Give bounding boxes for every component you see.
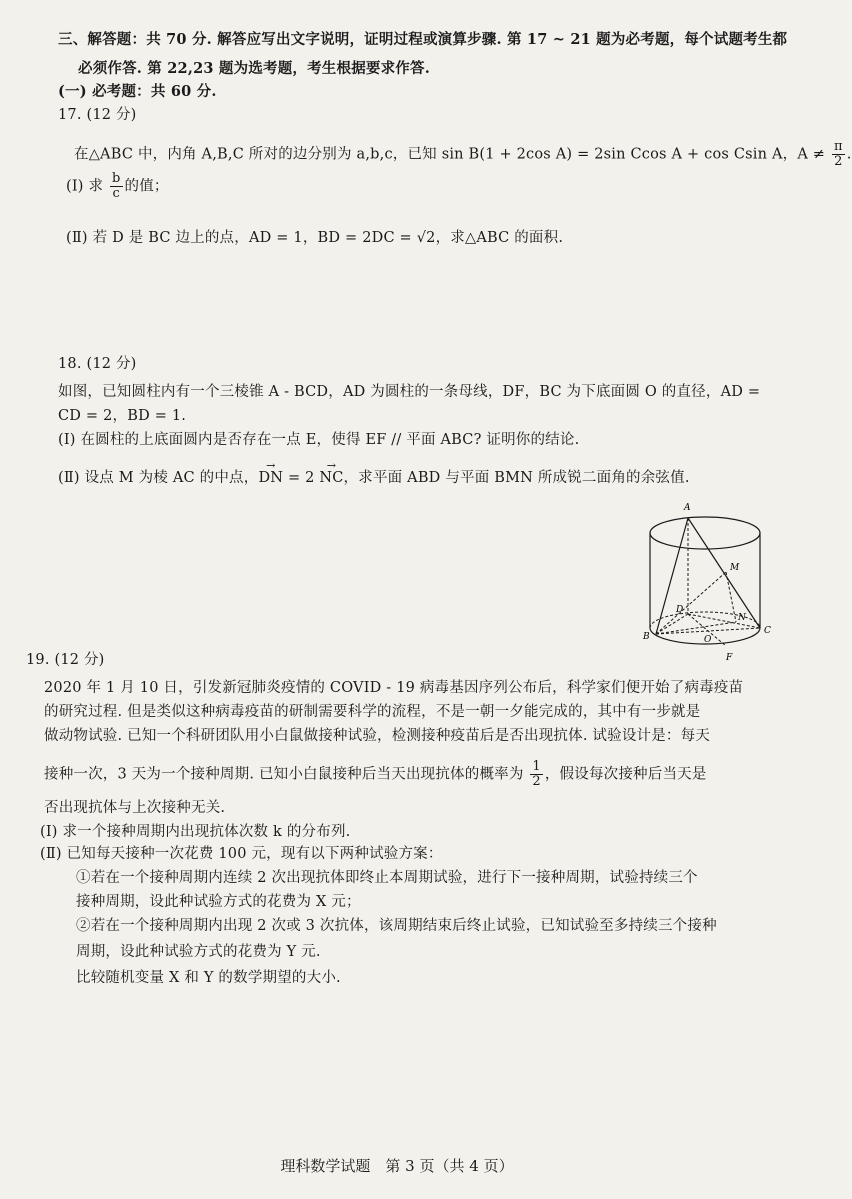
q18-label: 18. (12 分) [58, 356, 137, 372]
vector-nc: → NC [319, 470, 343, 486]
q19-compare: 比较随机变量 X 和 Y 的数学期望的大小. [76, 970, 341, 986]
label-f: F [726, 653, 733, 663]
q18-part2-rest: ，求平面 ABD 与平面 BMN 所成锐二面角的余弦值. [343, 470, 690, 486]
q18-stem-line1: 如图，已知圆柱内有一个三棱锥 A - BCD，AD 为圆柱的一条母线，DF，BC 为下底面圆 O 的直径，AD = [58, 384, 761, 400]
fraction-numerator: 1 [532, 759, 541, 774]
q19-line4-end: ，假设每次接种后当天是 [544, 766, 707, 783]
q17-stem-text: 在△ABC 中，内角 A,B,C 所对的边分别为 a,b,c，已知 sin B(1 + 2cos A) = 2sin Ccos A + cos Csin A，A ≠ [74, 146, 826, 163]
q19-plan2-line2: 周期，设此种试验方式的花费为 Y 元. [76, 944, 321, 960]
vector-dn: → DN [258, 470, 283, 486]
label-o: O [704, 635, 712, 645]
q19-para-line3: 做动物试验. 已知一个科研团队用小白鼠做接种试验，检测接种疫苗后是否出现抗体. 试验设计是：每天 [44, 728, 711, 744]
q17-stem [74, 140, 852, 169]
q18-part2 [58, 466, 690, 487]
label-b: B [643, 632, 650, 642]
cylinder-figure [640, 496, 780, 668]
label-d: D [676, 605, 684, 615]
q19-label: 19. (12 分) [26, 652, 105, 668]
q17-stem-fraction [832, 140, 845, 169]
q19-plan2-line1: ②若在一个接种周期内出现 2 次或 3 次抗体，该周期结束后终止试验，已知试验至多持续三个接种 [76, 918, 717, 934]
q18-part2-text: (Ⅱ) 设点 M 为棱 AC 的中点， [58, 470, 259, 486]
label-c: C [764, 626, 771, 636]
probability-fraction [530, 760, 542, 789]
page-footer: 理科数学试题 第 3 页（共 4 页） [280, 1157, 514, 1175]
q17-part2: (Ⅱ) 若 D 是 BC 边上的点，AD = 1，BD = 2DC = √2，求△ABC 的面积. [66, 230, 564, 246]
q19-part2: (Ⅱ) 已知每天接种一次花费 100 元，现有以下两种试验方案： [40, 846, 443, 862]
q19-para-line5: 否出现抗体与上次接种无关. [44, 800, 226, 816]
fraction-numerator: b [111, 171, 121, 186]
q19-part1: (Ⅰ) 求一个接种周期内出现抗体次数 k 的分布列. [40, 824, 351, 840]
section-heading: 三、解答题：共 70 分. 解答应写出文字说明，证明过程或演算步骤. 第 17 ~ 21 题为必考题，每个试题考生都 [58, 31, 788, 48]
q17-part1-text: (Ⅰ) 求 [66, 178, 104, 195]
fraction-numerator: π [833, 139, 843, 154]
q18-stem-line2: CD = 2，BD = 1. [58, 408, 187, 424]
sub-heading: (一) 必考题：共 60 分. [58, 83, 217, 100]
q19-para-line1: 2020 年 1 月 10 日，引发新冠肺炎疫情的 COVID - 19 病毒基因序列公布后，科学家们便开始了病毒疫苗 [44, 680, 744, 696]
label-a: A [684, 503, 691, 513]
q19-para-line2: 的研究过程. 但是类似这种病毒疫苗的研制需要科学的流程，不是一朝一夕能完成的，其中有一步就是 [44, 704, 701, 720]
q19-plan1-line2: 接种周期，设此种试验方式的花费为 X 元； [76, 894, 361, 910]
q17-part1-end: 的值； [124, 178, 169, 195]
fraction-denominator: c [112, 186, 120, 201]
label-m: M [730, 563, 740, 573]
fraction-denominator: 2 [834, 154, 843, 169]
q19-para-line4 [44, 760, 707, 789]
fraction-denominator: 2 [532, 774, 541, 789]
q17-label: 17. (12 分) [58, 107, 137, 123]
q19-plan1-line1: ①若在一个接种周期内连续 2 次出现抗体即终止本周期试验，进行下一接种周期，试验持续三个 [76, 870, 698, 886]
q17-stem-end: . [846, 146, 852, 163]
q17-part1-fraction [110, 172, 123, 201]
q17-part1 [66, 172, 169, 201]
q18-part2-eq: = 2 [283, 470, 320, 486]
section-heading-cont: 必须作答. 第 22,23 题为选考题，考生根据要求作答. [78, 60, 430, 77]
q19-line4-text: 接种一次，3 天为一个接种周期. 已知小白鼠接种后当天出现抗体的概率为 [44, 766, 524, 783]
label-n: N [738, 613, 746, 623]
q18-part1: (Ⅰ) 在圆柱的上底面圆内是否存在一点 E，使得 EF // 平面 ABC? 证明你的结论. [58, 432, 580, 448]
